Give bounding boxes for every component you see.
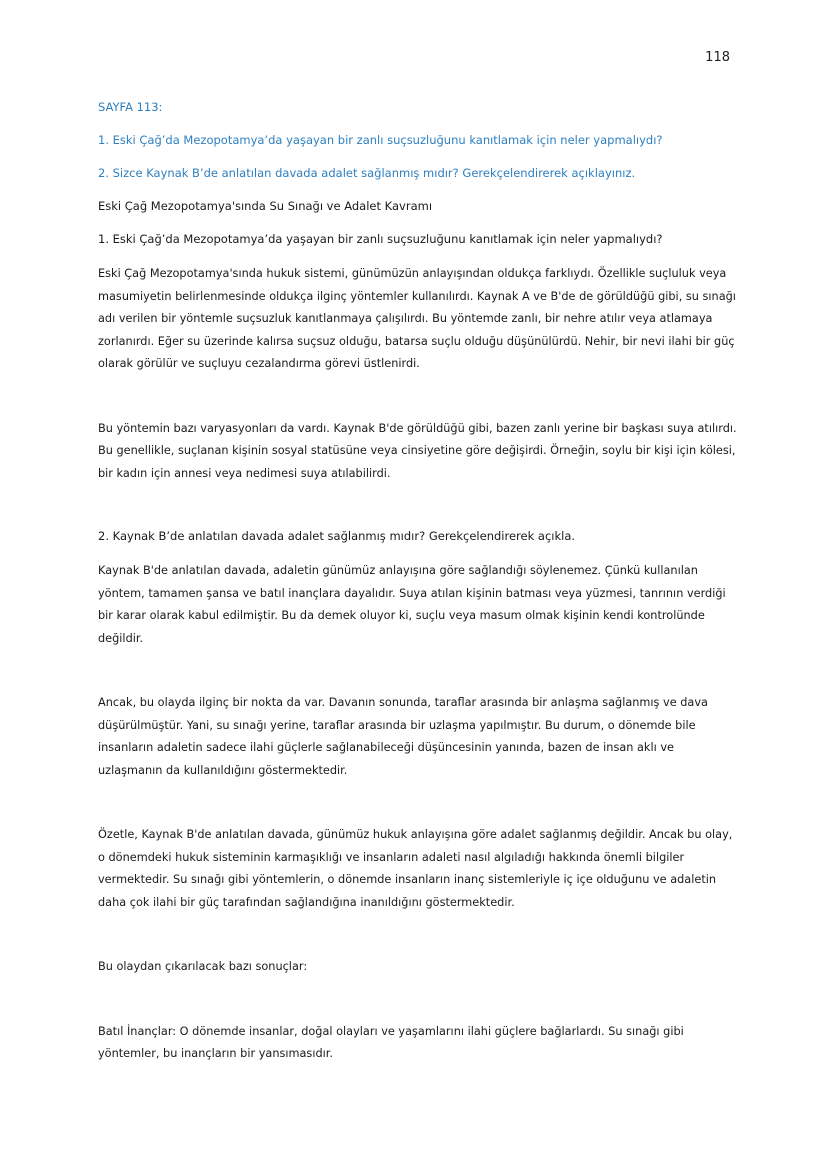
paragraph-4: Ancak, bu olayda ilginç bir nokta da var. Davanın sonunda, taraflar arasında bir anlaşma sağlanmış ve dava düşürülmüştür. Yani, su sınağı yerine, taraflar arasında bir uzlaşma yapılmıştır. Bu durum, o dönemde bile insanların adaletin sadece ilahi güçlerle sağlanabileceği düşüncesinin yanında, bazen de insan aklı ve uzlaşmanın da kullanıldığını göstermektedir. xyxy=(98,696,708,777)
page-content xyxy=(98,98,738,1066)
page-number: 118 xyxy=(705,50,730,65)
question-2-heading: 2. Kaynak B’de anlatılan davada adalet sağlanmış mıdır? Gerekçelendirerek açıkla. xyxy=(98,529,576,543)
section-label: SAYFA 113: xyxy=(98,100,163,114)
paragraph-2: Bu yöntemin bazı varyasyonları da vardı. Kaynak B'de görüldüğü gibi, bazen zanlı yerine bir başkası suya atılırdı. Bu genellikle, suçlanan kişinin sosyal statüsüne veya cinsiyetine göre değişirdi. Örneğin, soylu bir kişi için kölesi, bir kadın için annesi veya nedimesi suya atılabilirdi. xyxy=(98,421,737,480)
conclusions-heading: Bu olaydan çıkarılacak bazı sonuçlar: xyxy=(98,960,308,973)
question-1: 1. Eski Çağ’da Mezopotamya’da yaşayan bir zanlı suçsuzluğunu kanıtlamak için neler yapmalıydı? xyxy=(98,133,663,147)
paragraph-1: Eski Çağ Mezopotamya'sında hukuk sistemi, günümüzün anlayışından oldukça farklıydı. Özellikle suçluluk veya masumiyetin belirlenmesinde oldukça ilginç yöntemler kullanılırdı. Kaynak A ve B'de de görüldüğü gibi, su sınağı adı verilen bir yöntemle suçsuzluk kanıtlanmaya çalışılırdı. Bu yöntemde zanlı, bir nehre atılır veya atlamaya zorlanırdı. Eğer su üzerinde kalırsa suçsuz olduğu, batarsa suçlu olduğu düşünülürdü. Nehir, bir nevi ilahi bir güç olarak görülür ve suçluyu cezalandırma görevi üstlenirdi. xyxy=(98,267,736,370)
paragraph-3: Kaynak B'de anlatılan davada, adaletin günümüz anlayışına göre sağlandığı söylenemez. Çünkü kullanılan yöntem, tamamen şansa ve batıl inançlara dayalıdır. Suya atılan kişinin batması veya yüzmesi, tanrının verdiği bir karar olarak kabul edilmiştir. Bu da demek oluyor ki, suçlu veya masum olmak kişinin kendi kontrolünde değildir. xyxy=(98,564,726,645)
question-1-heading: 1. Eski Çağ’da Mezopotamya’da yaşayan bir zanlı suçsuzluğunu kanıtlamak için neler yapmalıydı? xyxy=(98,232,663,246)
document-title: Eski Çağ Mezopotamya'sında Su Sınağı ve Adalet Kavramı xyxy=(98,199,433,213)
paragraph-5: Özetle, Kaynak B'de anlatılan davada, günümüz hukuk anlayışına göre adalet sağlanmış değildir. Ancak bu olay, o dönemdeki hukuk sisteminin karmaşıklığı ve insanların adaleti nasıl algıladığı hakkında önemli bilgiler vermektedir. Su sınağı gibi yöntemlerin, o dönemde insanların inanç sistemleriyle iç içe olduğunu ve adaletin daha çok ilahi bir güç tarafından sağlandığına inanıldığını göstermektedir. xyxy=(98,828,733,909)
question-2: 2. Sizce Kaynak B’de anlatılan davada adalet sağlanmış mıdır? Gerekçelendirerek açıklayınız. xyxy=(98,166,636,180)
paragraph-6: Batıl İnançlar: O dönemde insanlar, doğal olayları ve yaşamlarını ilahi güçlere bağlarlardı. Su sınağı gibi yöntemler, bu inançların bir yansımasıdır. xyxy=(98,1024,684,1060)
